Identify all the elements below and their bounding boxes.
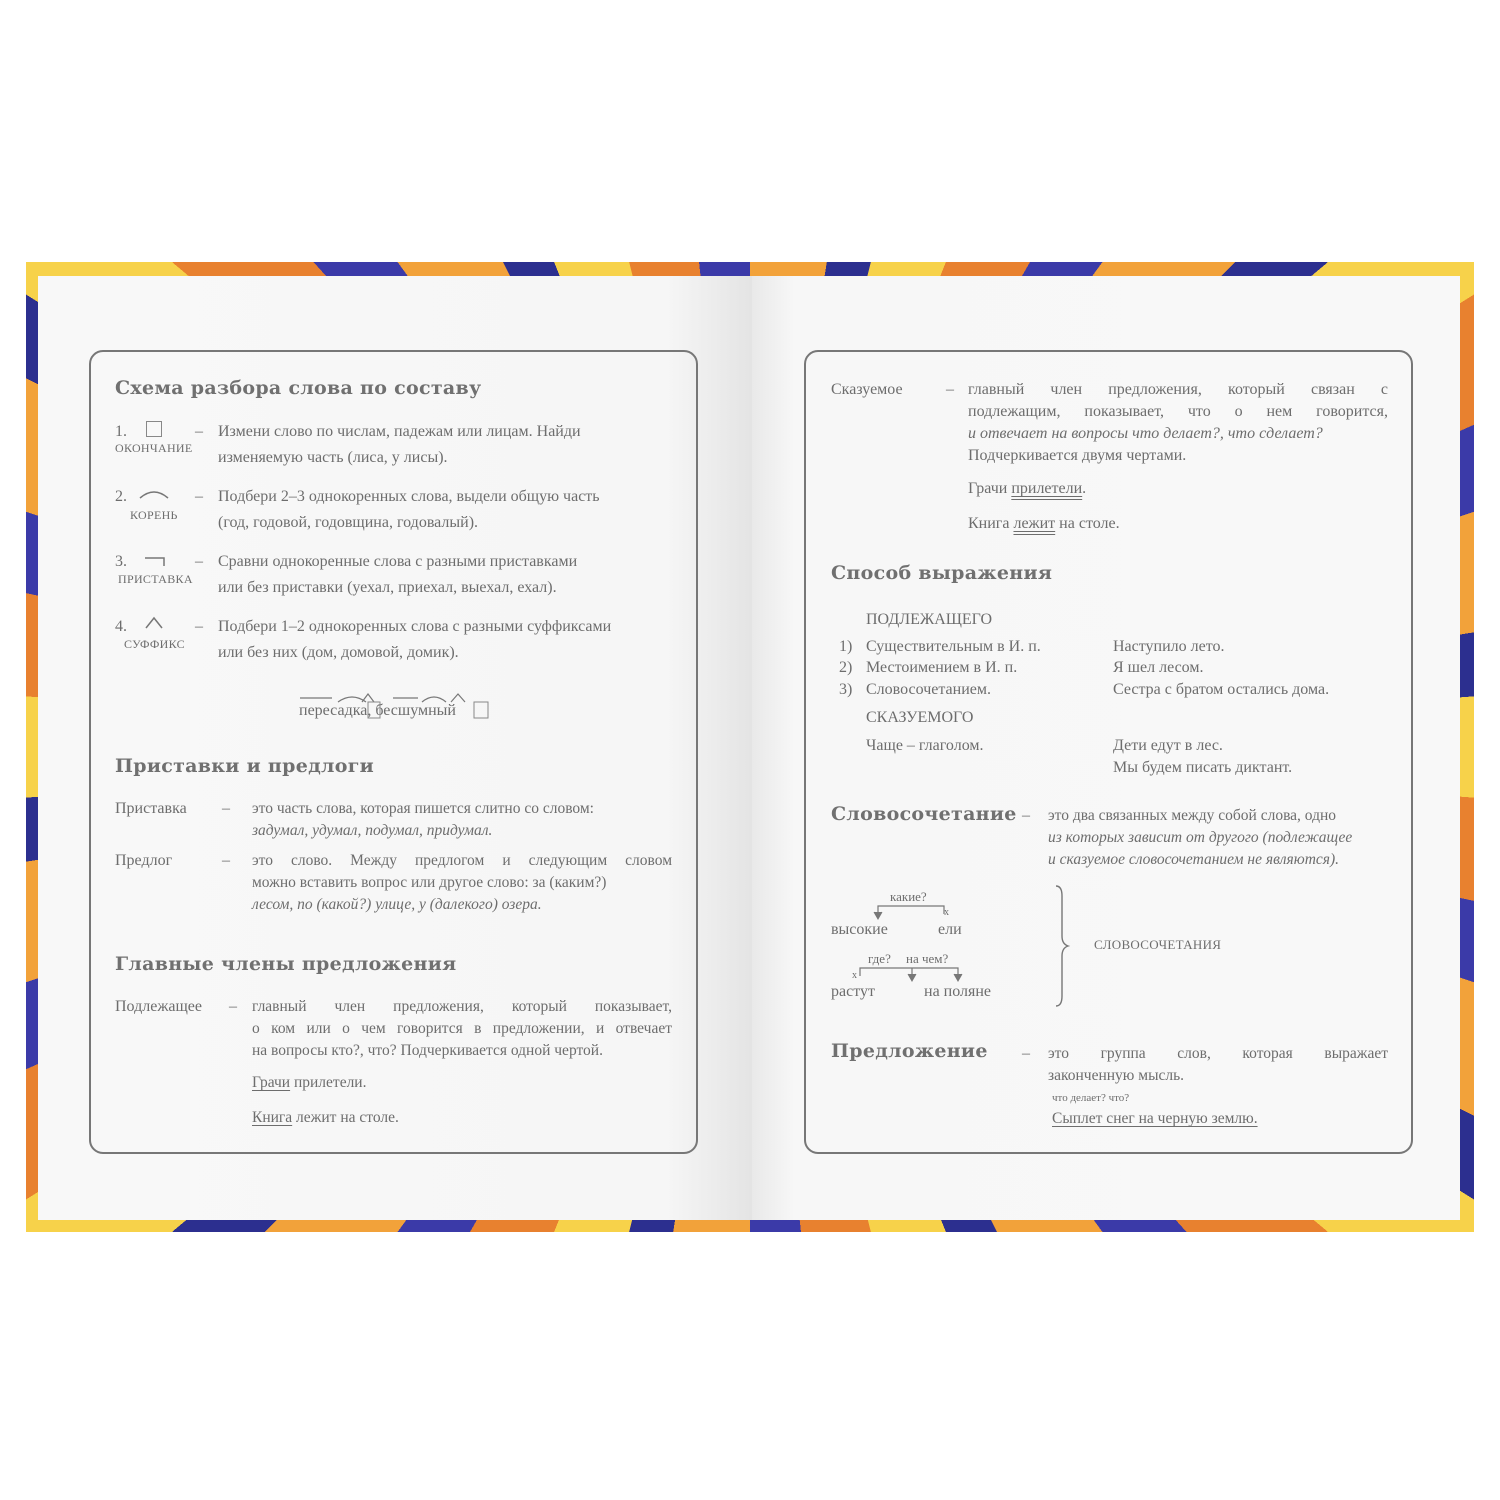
sentence-definition-line: законченную мысль. [1048,1067,1185,1084]
phrase-word: ели [938,921,962,938]
morpheme-label: СУФФИКС [124,637,185,651]
preposition-examples: лесом, по (какой?) улице, у (далекого) озера. [252,896,542,913]
x-mark: x [852,970,857,981]
heading-sentence: Предложение [831,1040,988,1062]
item-text-line: Подбери 1–2 однокоренных слова с разными суффиксами [218,618,612,635]
dash: – [195,618,203,635]
item-text-line: изменяемую часть (лиса, у лисы). [218,449,448,466]
dash: – [229,998,237,1015]
subheading-subject: ПОДЛЕЖАЩЕГО [866,611,993,628]
parsing-example-marks [296,690,496,724]
example-rest: на столе. [1055,515,1120,532]
example-rest: . [1082,480,1087,497]
row-number: 1) [839,638,853,655]
item-number: 3. [115,553,127,570]
heading-word-parsing: Схема разбора слова по составу [115,377,482,399]
preposition-definition-line: можно вставить вопрос или другое слово: за (каким?) [252,874,607,891]
item-text-line: Сравни однокоренные слова с разными приставками [218,553,578,570]
question-label: на чем? [906,951,949,966]
suffix-caret-icon [144,616,164,630]
phrases-label: СЛОВОСОЧЕТАНИЯ [1094,937,1222,952]
subject-example [252,1107,399,1129]
phrase-definition-line: это два связанных между собой слова, одно [1048,807,1337,824]
predicate-definition-line: Подчеркивается двумя чертами. [968,447,1187,464]
item-number: 2. [115,488,127,505]
item-number: 1. [115,423,127,440]
item-text [218,551,672,573]
dash: – [195,423,203,440]
row-method: Словосочетанием. [866,681,991,698]
subject-definition-line: на вопросы кто?, что? Подчеркивается одной чертой. [252,1042,603,1059]
subject-definition-line: о ком или о чем говорится в предложении, и отвечает [252,1020,672,1037]
phrase-definition-line: и сказуемое словосочетанием не являются). [1048,851,1340,868]
row-number: 2) [839,659,853,676]
underlined-subject: Книга [252,1109,293,1126]
term-prefix: Приставка [115,800,187,817]
predicate-definition-line: подлежащим, показывает, что о нем говорится, [968,403,1388,420]
term-subject: Подлежащее [115,998,202,1015]
row-number: 3) [839,681,853,698]
prefix-definition-line: это часть слова, которая пишется слитно со словом: [252,800,594,817]
heading-phrase: Словосочетание [831,803,1017,825]
sentence-questions: что делает? что? [1052,1092,1130,1104]
item-text-line: Измени слово по числам, падежам или лицам. Найди [218,423,581,440]
dash: – [1022,1045,1030,1062]
subject-definition-line: главный член предложения, который показывает, [252,998,672,1015]
item-text [218,616,672,638]
item-text-line: Подбери 2–3 однокоренных слова, выдели общую часть [218,488,600,505]
parsing-example: пересадка, бесшумный [299,702,456,719]
ending-square-icon [146,421,162,437]
dash: – [946,381,954,398]
heading-main-members: Главные члены предложения [115,953,457,975]
term-predicate: Сказуемое [831,381,903,398]
row-example: Наступило лето. [1113,638,1225,655]
item-text [218,486,672,508]
row-method: Местоимением в И. п. [866,659,1018,676]
phrase-word: растут [831,983,875,1000]
example-rest: Книга [968,515,1014,532]
double-underlined-predicate: лежит [1013,515,1056,532]
predicate-example [968,513,1120,535]
heading-prefixes-prepositions: Приставки и предлоги [115,755,375,777]
item-text [218,421,672,443]
sentence-definition-line: это группа слов, которая выражает [1048,1045,1388,1062]
question-label: где? [868,951,891,966]
preposition-definition-line: это слово. Между предлогом и следующим словом [252,852,672,869]
example-rest: Грачи [968,480,1012,497]
dash: – [195,488,203,505]
dash: – [1022,807,1030,824]
row-method: Существительным в И. п. [866,638,1041,655]
dash: – [195,553,203,570]
term-preposition: Предлог [115,852,173,869]
row-example: Сестра с братом остались дома. [1113,681,1330,698]
root-arc-icon [138,488,170,500]
predicate-example: Мы будем писать диктант. [1113,759,1293,776]
example-rest: лежит на столе. [292,1109,399,1126]
example-rest: прилетели. [290,1074,367,1091]
prefix-angle-icon [144,556,166,568]
morpheme-label: ПРИСТАВКА [118,572,193,586]
double-underlined-predicate: прилетели [1011,480,1083,497]
phrase-word: на поляне [924,983,992,1000]
sentence-example: Сыплет снег на черную землю. [1052,1110,1258,1127]
morpheme-label: КОРЕНЬ [130,508,178,522]
subheading-predicate: СКАЗУЕМОГО [866,709,974,726]
item-text-line: или без них (дом, домовой, домик). [218,644,459,661]
x-mark: x [944,907,949,918]
predicate-method: Чаще – глаголом. [866,737,984,754]
phrase-word: высокие [831,921,888,938]
prefix-examples: задумал, удумал, подумал, придумал. [252,822,493,839]
item-text-line: (год, годовой, годовщина, годовалый). [218,514,479,531]
predicate-definition-line: главный член предложения, который связан с [968,381,1388,398]
item-text-line: или без приставки (уехал, приехал, выехал, ехал). [218,579,557,596]
curly-brace-icon [1052,884,1072,1008]
morpheme-label: ОКОНЧАНИЕ [115,441,193,455]
dash: – [222,800,230,817]
underlined-subject: Грачи [252,1074,291,1091]
predicate-example [968,478,1086,500]
predicate-example: Дети едут в лес. [1113,737,1223,754]
row-example: Я шел лесом. [1113,659,1204,676]
phrase-definition-line: из которых зависит от другого (подлежащее [1048,829,1353,846]
dash: – [222,852,230,869]
subject-example [252,1072,366,1094]
predicate-definition-line: и отвечает на вопросы что делает?, что сделает? [968,425,1323,442]
item-number: 4. [115,618,127,635]
heading-expression: Способ выражения [831,562,1053,584]
question-label: какие? [890,889,927,904]
